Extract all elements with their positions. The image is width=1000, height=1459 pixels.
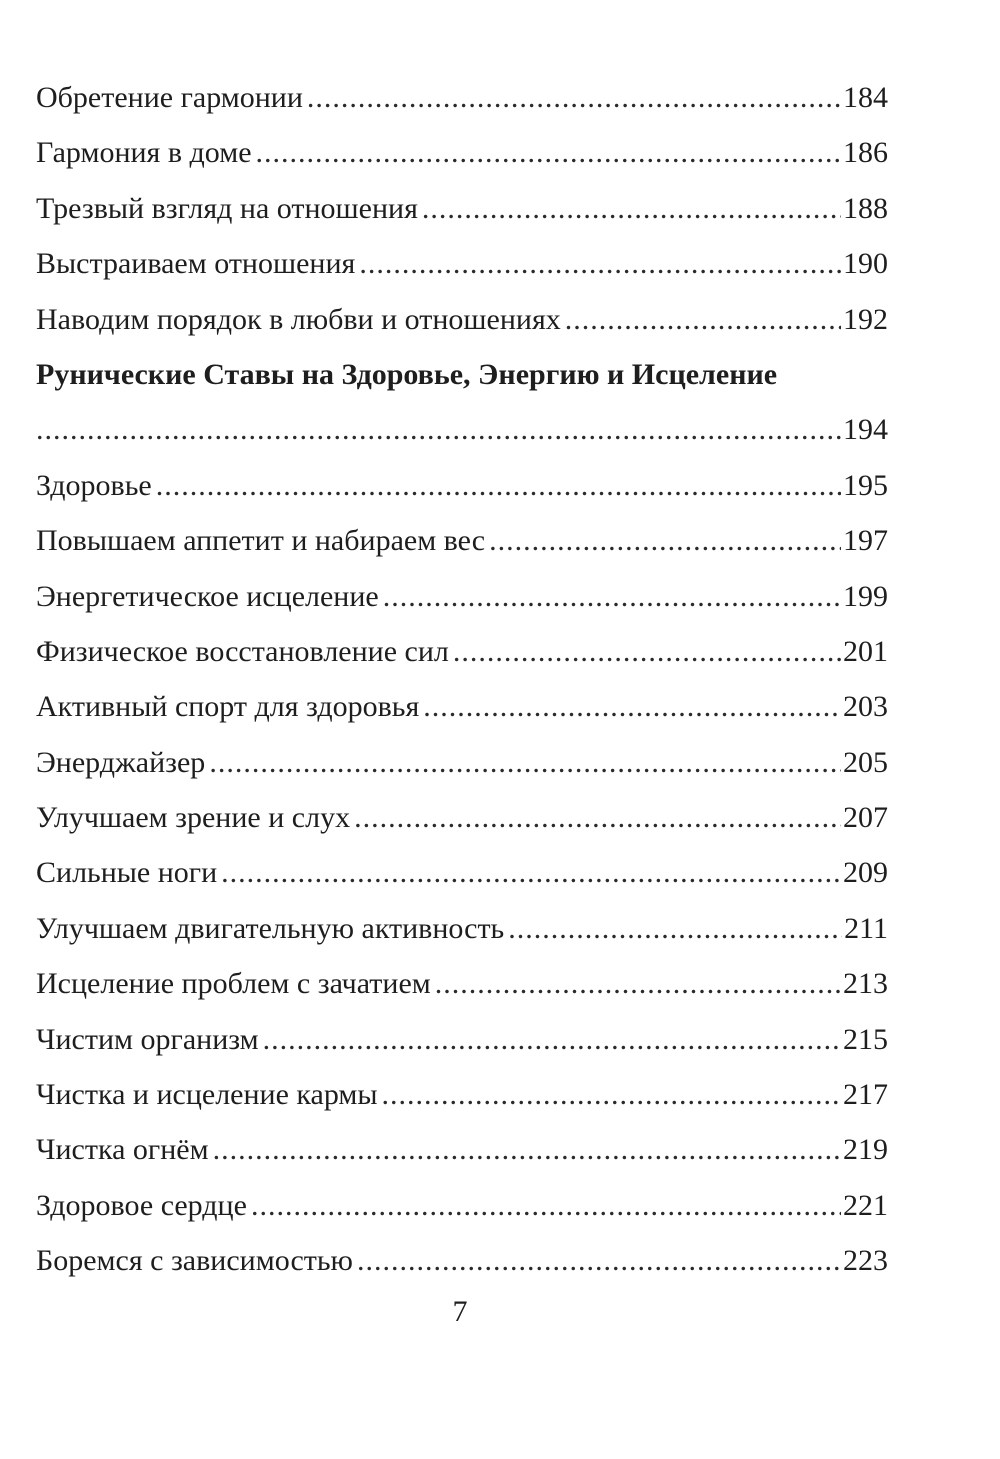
dot-leader bbox=[565, 292, 841, 347]
toc-entry bbox=[36, 679, 888, 734]
toc-entry-title: Энергетическое исцеление bbox=[36, 579, 379, 613]
toc-entry-title: Трезвый взгляд на отношения bbox=[36, 191, 418, 225]
toc-entry-title: Улучшаем двигательную активность bbox=[36, 911, 505, 945]
dot-leader bbox=[382, 1067, 841, 1122]
toc-entry bbox=[36, 901, 888, 956]
toc-entry-page: 213 bbox=[843, 967, 888, 1001]
toc-entry bbox=[36, 1122, 888, 1177]
toc-entry bbox=[36, 1233, 888, 1288]
toc-entry-page: 201 bbox=[843, 634, 888, 668]
toc-entry-title: Повышаем аппетит и набираем вес bbox=[36, 524, 486, 558]
toc-entry-page: 219 bbox=[843, 1133, 888, 1167]
toc-entry-page: 221 bbox=[843, 1188, 888, 1222]
toc-entry-page: 217 bbox=[843, 1078, 888, 1112]
page-number: 7 bbox=[452, 1295, 468, 1328]
toc-entry-page: 209 bbox=[843, 856, 888, 890]
dot-leader bbox=[359, 236, 841, 291]
toc-entry-title: Чистка и исцеление кармы bbox=[36, 1078, 378, 1112]
dot-leader bbox=[209, 735, 841, 790]
toc-entry-title: Активный спорт для здоровья bbox=[36, 690, 420, 724]
toc-entry bbox=[36, 1012, 888, 1067]
section-heading-page: 194 bbox=[843, 413, 888, 447]
toc-entry-page: 190 bbox=[843, 247, 888, 281]
toc-entry-title: Выстраиваем отношения bbox=[36, 247, 356, 281]
dot-leader bbox=[453, 624, 841, 679]
toc-entry bbox=[36, 236, 888, 291]
dot-leader bbox=[354, 790, 841, 845]
toc-entry-title: Здоровье bbox=[36, 468, 152, 502]
dot-leader bbox=[221, 845, 841, 900]
toc-entry bbox=[36, 513, 888, 568]
toc-entry bbox=[36, 956, 888, 1011]
dot-leader bbox=[423, 679, 841, 734]
toc-entry-page: 195 bbox=[843, 468, 888, 502]
toc-entry-title: Здоровое сердце bbox=[36, 1188, 247, 1222]
dot-leader bbox=[422, 181, 841, 236]
toc-entry-title: Исцеление проблем с зачатием bbox=[36, 967, 431, 1001]
toc-entry-page: 223 bbox=[843, 1244, 888, 1278]
dot-leader bbox=[435, 956, 841, 1011]
toc-entry bbox=[36, 1067, 888, 1122]
toc-entry bbox=[36, 569, 888, 624]
toc-entry bbox=[36, 790, 888, 845]
toc-entry-title: Улучшаем зрение и слух bbox=[36, 801, 351, 835]
toc-entry-page: 188 bbox=[843, 191, 888, 225]
toc-entry bbox=[36, 1178, 888, 1233]
toc-entry-page: 184 bbox=[843, 81, 888, 114]
table-of-contents bbox=[36, 70, 888, 1289]
dot-leader bbox=[489, 513, 841, 568]
toc-entry-title: Физическое восстановление сил bbox=[36, 634, 449, 668]
dot-leader bbox=[213, 1122, 841, 1177]
toc-entry-page: 197 bbox=[843, 524, 888, 558]
toc-entry-page: 211 bbox=[844, 911, 888, 945]
toc-entry bbox=[36, 181, 888, 236]
dot-leader bbox=[263, 1012, 841, 1067]
toc-entry-page: 186 bbox=[843, 136, 888, 170]
section-heading-page-line bbox=[36, 402, 888, 457]
toc-entry-title: Боремся с зависимостью bbox=[36, 1244, 353, 1278]
section-heading: Рунические Ставы на Здоровье, Энергию и Исцеление bbox=[36, 357, 778, 391]
dot-leader bbox=[383, 569, 841, 624]
toc-entry bbox=[36, 624, 888, 679]
toc-entry-title: Наводим порядок в любви и отношениях bbox=[36, 302, 561, 336]
toc-entry bbox=[36, 735, 888, 790]
dot-leader bbox=[256, 125, 841, 180]
toc-entry-page: 192 bbox=[843, 302, 888, 336]
dot-leader bbox=[307, 70, 841, 125]
toc-entry-title: Гармония в доме bbox=[36, 136, 252, 170]
toc-entry bbox=[36, 70, 888, 125]
toc-entry bbox=[36, 292, 888, 347]
dot-leader bbox=[36, 402, 841, 457]
toc-entry-page: 207 bbox=[843, 801, 888, 835]
dot-leader bbox=[508, 901, 842, 956]
toc-entry-title: Чистка огнём bbox=[36, 1133, 209, 1167]
toc-entry bbox=[36, 458, 888, 513]
toc-entry-title: Обретение гармонии bbox=[36, 81, 303, 114]
toc-entry-title: Энерджайзер bbox=[36, 745, 206, 779]
dot-leader bbox=[251, 1178, 841, 1233]
toc-entry-page: 203 bbox=[843, 690, 888, 724]
toc-entry bbox=[36, 125, 888, 180]
toc-entry-title: Чистим организм bbox=[36, 1022, 259, 1056]
toc-entry-page: 199 bbox=[843, 579, 888, 613]
dot-leader bbox=[156, 458, 841, 513]
toc-entry-page: 205 bbox=[843, 745, 888, 779]
toc-entry-title: Сильные ноги bbox=[36, 856, 218, 890]
toc-entry bbox=[36, 845, 888, 900]
toc-entry-page: 215 bbox=[843, 1022, 888, 1056]
dot-leader bbox=[357, 1233, 841, 1288]
